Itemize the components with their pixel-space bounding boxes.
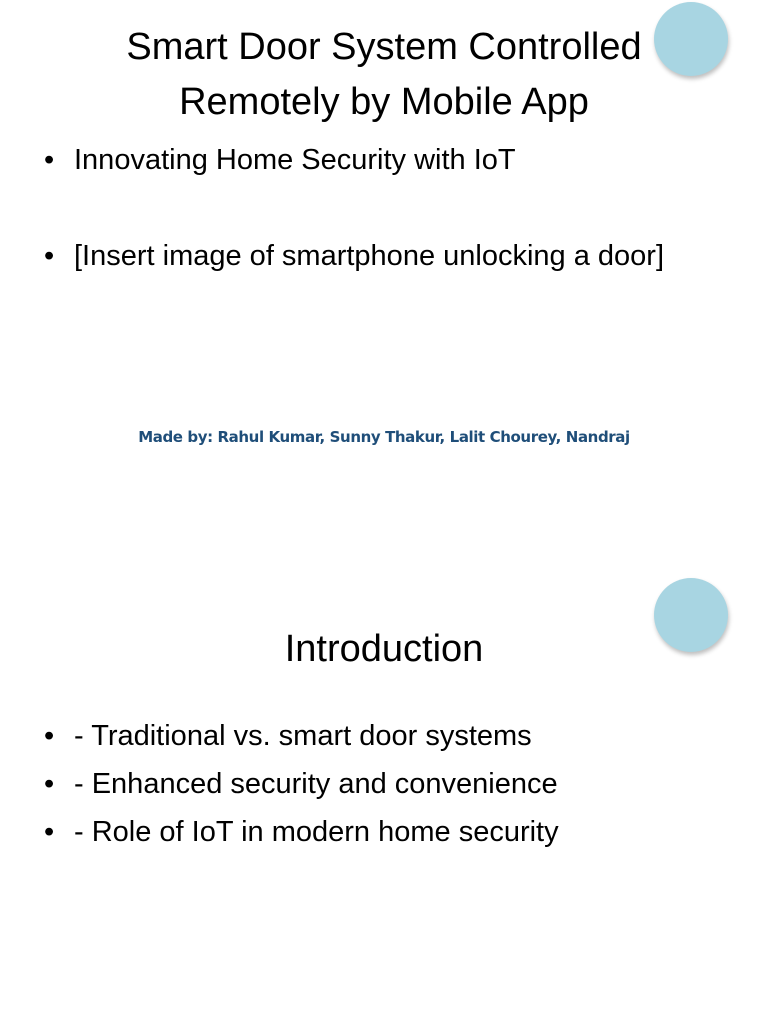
bullet-item	[44, 716, 559, 764]
title-line-2: Remotely by Mobile App	[179, 81, 589, 123]
bullet-item	[44, 764, 559, 812]
credits-line: Made by: Rahul Kumar, Sunny Thakur, Lalit Chourey, Nandraj	[138, 428, 630, 446]
title-line-1: Smart Door System Controlled	[126, 26, 642, 68]
bullet-dot: •	[44, 816, 55, 848]
decorative-circle	[654, 2, 728, 76]
slide-title-heading	[0, 20, 768, 130]
bullet-text: Innovating Home Security with IoT	[74, 144, 516, 176]
bullet-item	[44, 236, 664, 332]
bullet-item	[44, 140, 664, 236]
bullet-item	[44, 812, 559, 860]
bullet-text: - Role of IoT in modern home security	[74, 816, 559, 848]
bullet-dot: •	[44, 240, 55, 272]
bullet-list	[44, 140, 664, 332]
bullet-text: [Insert image of smartphone unlocking a door]	[74, 240, 664, 272]
bullet-dot: •	[44, 768, 55, 800]
bullet-text: - Traditional vs. smart door systems	[74, 720, 532, 752]
bullet-list	[44, 716, 559, 860]
bullet-dot: •	[44, 144, 55, 176]
slide-title-heading: Introduction	[284, 628, 484, 670]
slide-introduction	[0, 576, 768, 1024]
bullet-text: - Enhanced security and convenience	[74, 768, 558, 800]
bullet-dot: •	[44, 720, 55, 752]
